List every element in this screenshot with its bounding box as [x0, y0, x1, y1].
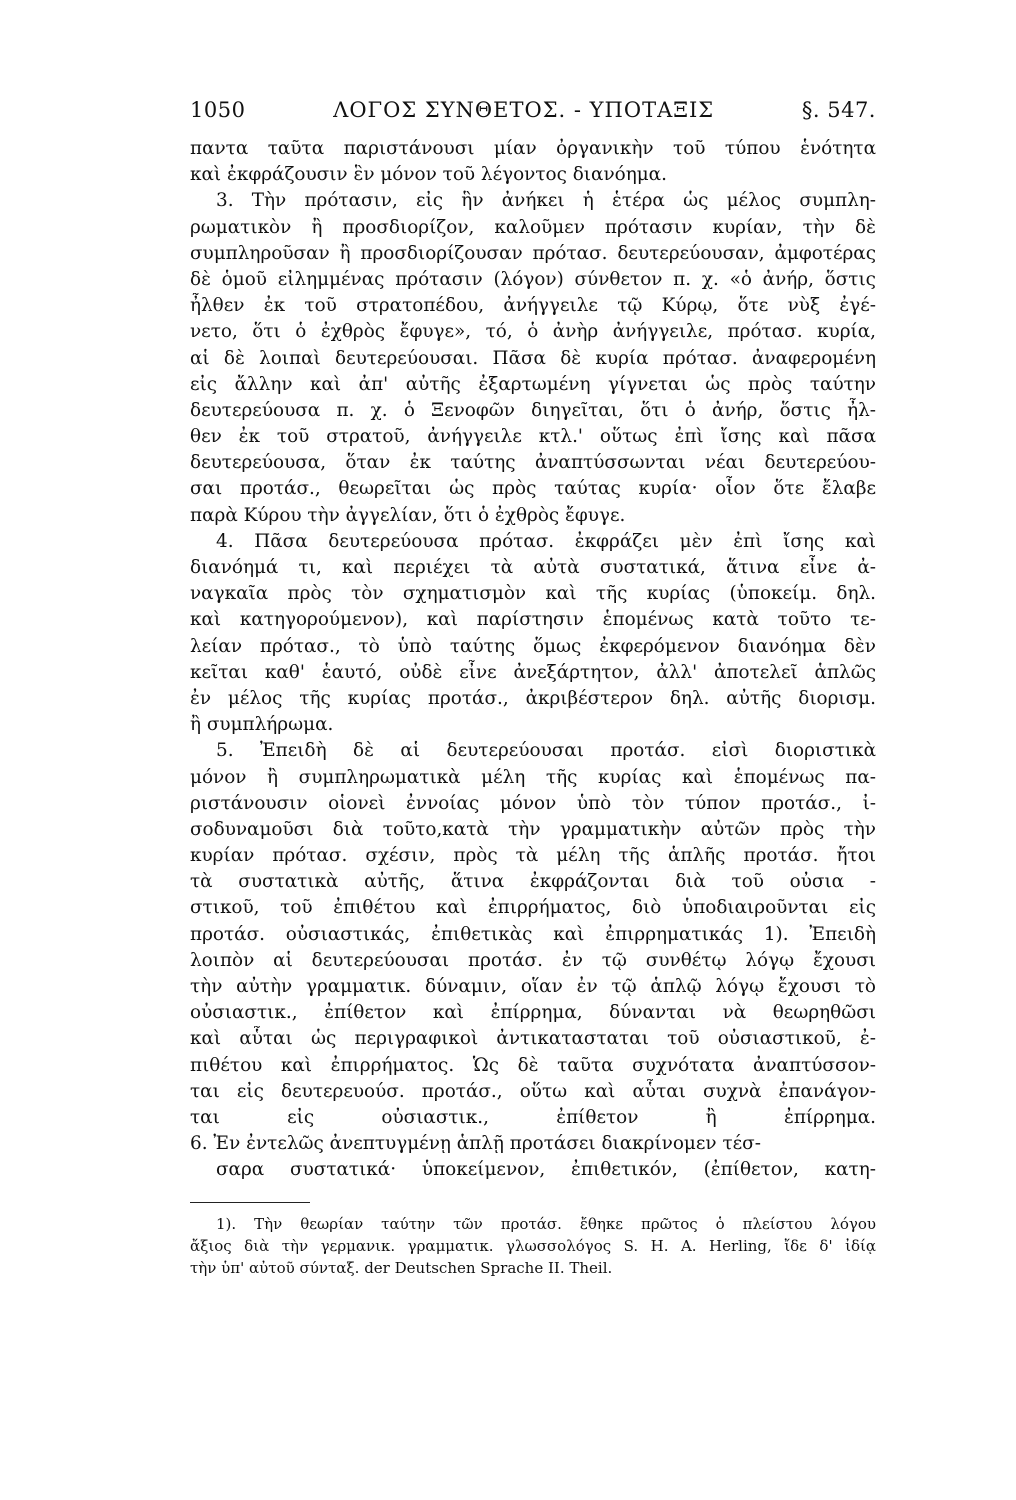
text-line: λείαν πρότασ., τὸ ὑπὸ ταύτης ὅμως ἐκφερόμενον διανόημα δὲν	[190, 635, 876, 657]
page-number: 1050	[190, 98, 246, 122]
footnote	[190, 1213, 876, 1279]
text-line: τὴν αὐτὴν γραμματικ. δύναμιν, οἵαν ἐν τῷ ἁπλῷ λόγῳ ἔχουσι τὸ	[190, 976, 876, 997]
text-line: προτάσ. οὐσιαστικάς, ἐπιθετικὰς καὶ ἐπιρρηματικάς 1). Ἐπειδὴ	[190, 923, 876, 945]
text-line: παρὰ Κύρου τὴν ἀγγελίαν, ὅτι ὁ ἐχθρὸς ἔφυγε.	[190, 504, 626, 526]
text-line: ρωματικὸν ἢ προσδιορίζον, καλοῦμεν πρότασιν κυρίαν, τὴν δὲ	[190, 216, 876, 238]
text-line: καὶ αὗται ὡς περιγραφικοὶ ἀντικατασταται τοῦ οὐσιαστικοῦ, ἐ-	[190, 1028, 876, 1050]
text-line: εἰς ἄλλην καὶ ἀπ' αὐτῆς ἐξαρτωμένη γίγνεται ὡς πρὸς ταύτην	[190, 373, 876, 395]
text-line: κυρίαν πρότασ. σχέσιν, πρὸς τὰ μέλη τῆς ἁπλῆς προτάσ. ἤτοι	[190, 845, 876, 867]
text-line: 3. Τὴν πρότασιν, εἰς ἣν ἀνήκει ἡ ἑτέρα ὡς μέλος συμπλη-	[216, 190, 876, 212]
running-header	[190, 98, 876, 122]
text-line: ται εἰς οὐσιαστικ., ἐπίθετον ἢ ἐπίρρημα.	[190, 1106, 876, 1128]
text-line: ἦλθεν ἐκ τοῦ στρατοπέδου, ἀνήγγειλε τῷ Κύρῳ, ὅτε νὺξ ἐγέ-	[190, 295, 876, 317]
main-text	[190, 136, 876, 1184]
text-line: ἢ συμπλήρωμα.	[190, 714, 334, 736]
text-line: δευτερεύουσα π. χ. ὁ Ξενοφῶν διηγεῖται, ὅτι ὁ ἀνήρ, ὅστις ἦλ-	[190, 399, 876, 421]
text-line: νετο, ὅτι ὁ ἐχθρὸς ἔφυγε», τό, ὁ ἀνὴρ ἀνήγγειλε, πρότασ. κυρία,	[190, 321, 876, 343]
text-line: μόνον ἢ συμπληρωματικὰ μέλη τῆς κυρίας καὶ ἑπομένως πα-	[190, 766, 876, 788]
text-line: τὰ συστατικὰ αὐτῆς, ἅτινα ἐκφράζονται διὰ τοῦ οὐσια -	[190, 871, 876, 893]
section-number: §. 547.	[801, 98, 876, 122]
book-page	[190, 98, 876, 1279]
text-line: συμπληροῦσαν ἢ προσδιορίζουσαν πρότασ. δευτερεύουσαν, ἀμφοτέρας	[190, 242, 876, 264]
text-line: δὲ ὁμοῦ εἰλημμένας πρότασιν (λόγον) σύνθετον π. χ. «ὁ ἀνήρ, ὅστις	[190, 268, 876, 290]
text-line: σαι προτάσ., θεωρεῖται ὡς πρὸς ταύτας κυρία· οἷον ὅτε ἔλαβε	[190, 478, 876, 500]
text-line: καὶ ἐκφράζουσιν ἓν μόνον τοῦ λέγοντος διανόημα.	[190, 164, 667, 186]
text-line: οὐσιαστικ., ἐπίθετον καὶ ἐπίρρημα, δύνανται νὰ θεωρηθῶσι	[190, 1002, 876, 1024]
text-line: λοιπὸν αἱ δευτερεύουσαι προτάσ. ἐν τῷ συνθέτῳ λόγῳ ἔχουσι	[190, 949, 876, 971]
text-line: ριστάνουσιν οἱονεὶ ἐννοίας μόνον ὑπὸ τὸν τύπον προτάσ., ἰ-	[190, 792, 876, 814]
text-line: ναγκαῖα πρὸς τὸν σχηματισμὸν καὶ τῆς κυρίας (ὑποκείμ. δηλ.	[190, 583, 876, 605]
text-line: 6. Ἐν ἐντελῶς ἀνεπτυγμένῃ ἁπλῇ προτάσει διακρίνομεν τέσ-	[190, 1133, 761, 1155]
text-line: σαρα συστατικά· ὑποκείμενον, ἐπιθετικόν, (ἐπίθετον, κατη-	[216, 1159, 876, 1181]
text-line: ται εἰς δευτερευούσ. προτάσ., οὕτω καὶ αὗται συχνὰ ἐπανάγον-	[190, 1080, 876, 1102]
text-line: 5. Ἐπειδὴ δὲ αἱ δευτερεύουσαι προτάσ. εἰσὶ διοριστικὰ	[216, 740, 876, 762]
text-line: κεῖται καθ' ἑαυτό, οὐδὲ εἶνε ἀνεξάρτητον, ἀλλ' ἀποτελεῖ ἁπλῶς	[190, 661, 876, 683]
text-line: δευτερεύουσα, ὅταν ἐκ ταύτης ἀναπτύσσωνται νέαι δευτερεύου-	[190, 452, 876, 474]
text-line: 4. Πᾶσα δευτερεύουσα πρότασ. ἐκφράζει μὲν ἐπὶ ἴσης καὶ	[216, 530, 876, 552]
footnote-line: ἄξιος διὰ τὴν γερμανικ. γραμματικ. γλωσσολόγος S. H. A. Herling, ἴδε δ' ἰδίᾳ	[190, 1236, 876, 1255]
text-line: διανόημά τι, καὶ περιέχει τὰ αὐτὰ συστατικά, ἅτινα εἶνε ἀ-	[190, 557, 876, 578]
footnote-line: τὴν ὑπ' αὐτοῦ σύνταξ. der Deutschen Sprache II. Theil.	[190, 1258, 613, 1277]
text-line: παντα ταῦτα παριστάνουσι μίαν ὀργανικὴν τοῦ τύπου ἑνότητα	[190, 138, 876, 159]
text-line: αἱ δὲ λοιπαὶ δευτερεύουσαι. Πᾶσα δὲ κυρία πρότασ. ἀναφερομένη	[190, 347, 876, 369]
footnote-line: 1). Τὴν θεωρίαν ταύτην τῶν προτάσ. ἔθηκε πρῶτος ὁ πλείστου λόγου	[216, 1214, 876, 1233]
text-line: ἐν μέλος τῆς κυρίας προτάσ., ἀκριβέστερον δηλ. αὐτῆς διορισμ.	[190, 687, 876, 709]
running-title: ΛΟΓΟΣ ΣΥΝΘΕΤΟΣ. - ΥΠΟΤΑΞΙΣ	[333, 98, 715, 122]
text-line: πιθέτου καὶ ἐπιρρήματος. Ὡς δὲ ταῦτα συχνότατα ἀναπτύσσον-	[190, 1054, 876, 1076]
text-line: σοδυναμοῦσι διὰ τοῦτο,κατὰ τὴν γραμματικὴν αὐτῶν πρὸς τὴν	[190, 818, 876, 840]
text-line: καὶ κατηγορούμενον), καὶ παρίστησιν ἑπομένως κατὰ τοῦτο τε-	[190, 609, 876, 631]
footnote-rule	[190, 1202, 310, 1203]
text-line: θεν ἐκ τοῦ στρατοῦ, ἀνήγγειλε κτλ.' οὕτως ἐπὶ ἴσης καὶ πᾶσα	[190, 426, 876, 448]
text-line: στικοῦ, τοῦ ἐπιθέτου καὶ ἐπιρρήματος, διὸ ὑποδιαιροῦνται εἰς	[190, 897, 876, 919]
